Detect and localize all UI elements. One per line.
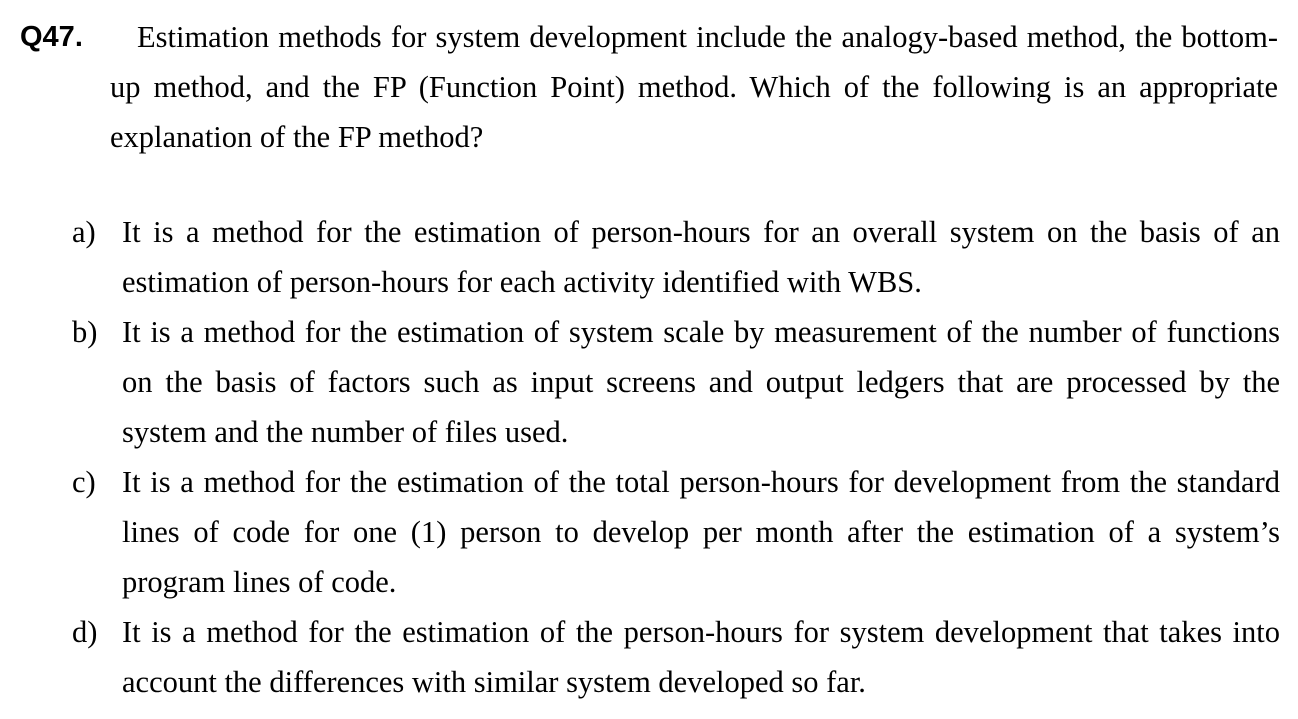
option-b-text: It is a method for the estimation of system scale by measurement of the number of functions on the basis of factors such as input screens and output ledgers that are processed by the system and the number of files used. bbox=[122, 315, 1280, 449]
question-text: Estimation methods for system development include the analogy-based method, the bottom-up method, and the FP (Function Point) method. Which of the following is an appropriate explanation of the FP method? bbox=[110, 20, 1278, 154]
question-block bbox=[20, 12, 1280, 162]
option-d bbox=[72, 607, 1280, 707]
option-a-text: It is a method for the estimation of person-hours for an overall system on the basis of an estimation of person-hours for each activity identified with WBS. bbox=[122, 215, 1280, 299]
option-b-letter: b) bbox=[72, 315, 98, 349]
option-a-letter: a) bbox=[72, 215, 96, 249]
option-c-text: It is a method for the estimation of the total person-hours for development from the standard lines of code for one (1) person to develop per month after the estimation of a system’s program lines of code. bbox=[122, 465, 1280, 599]
answer-options bbox=[72, 207, 1280, 707]
question-number: Q47. bbox=[20, 21, 83, 53]
option-d-letter: d) bbox=[72, 615, 98, 649]
option-a bbox=[72, 207, 1280, 307]
option-c-letter: c) bbox=[72, 465, 96, 499]
option-b bbox=[72, 307, 1280, 457]
option-d-text: It is a method for the estimation of the person-hours for system development that takes into account the differences with similar system developed so far. bbox=[122, 615, 1280, 699]
option-c bbox=[72, 457, 1280, 607]
